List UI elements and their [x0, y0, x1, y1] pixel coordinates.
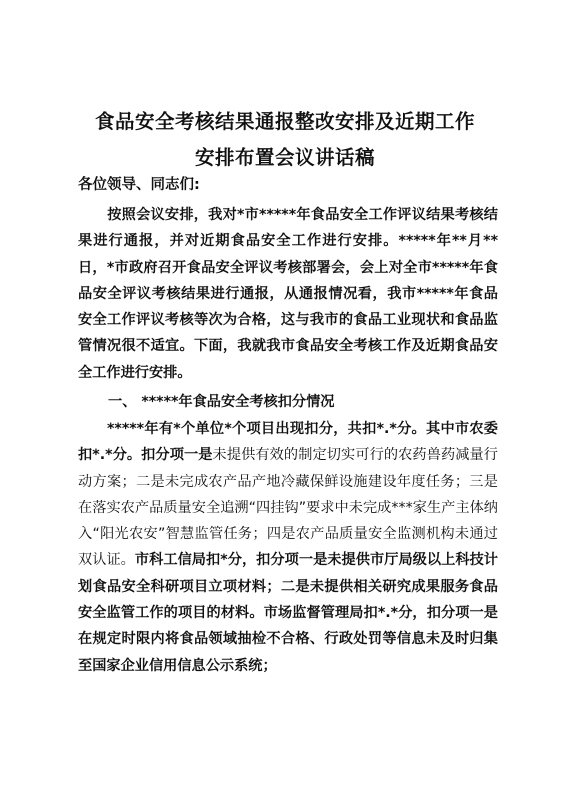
paragraph-intro: [78, 202, 498, 386]
document-title-line-1: 食品安全考核结果通报整改安排及近期工作: [94, 110, 475, 133]
market-regulation-deduction-text: 市场监督管理局扣*.*分，扣分项一是在规定时限内将食品领域抽检不合格、行政处罚等信息未及时归集至国家企业信用信息公示系统；: [78, 605, 498, 674]
salutation: 各位领导、同志们:: [78, 177, 200, 193]
paragraph-intro-text: 按照会议安排，我对*市*****年食品安全工作评议结果考核结果进行通报，并对近期食品安全工作进行安排。*****年**月**日，*市政府召开食品安全评议考核部署会，会上对全市*****年食品安全评议考核结果进行通报，从通报情况看，我市*****年食品安全工作评议考核等次为合格，这与我市的食品工业现状和食品监管情况很不适宜。下面，我就我市食品安全考核工作及近期食品安全工作进行安排。: [78, 207, 498, 381]
deduction-summary-text: *****年有*个单位*个项目出现扣分，共扣*.*分。其中市农委扣*.*分。扣分项一是: [78, 421, 498, 464]
agriculture-deduction-items: 未提供有效的制定切实可行的农药兽药减量行动方案；二是未完成农产品产地冷藏保鲜设施建设年度任务；三是在落实农产品质量安全追溯“四挂钩”要求中未完成***家生产主体纳入“阳光农安”智慧监管任务；四是农产品质量安全监测机构未通过双认证。: [78, 447, 498, 569]
paragraph-deduction-details: [78, 416, 498, 679]
science-bureau-deduction-text: 市科工信局扣*分，扣分项一是未提供市厅局级以上科技计划食品安全科研项目立项材料；二是未提供相关研究成果服务食品安全监管工作的项目的材料。: [78, 552, 498, 622]
section-heading-1: 一、 *****年食品安全考核扣分情况: [108, 394, 335, 410]
document-title-line-2: 安排布置会议讲话稿: [194, 146, 375, 169]
